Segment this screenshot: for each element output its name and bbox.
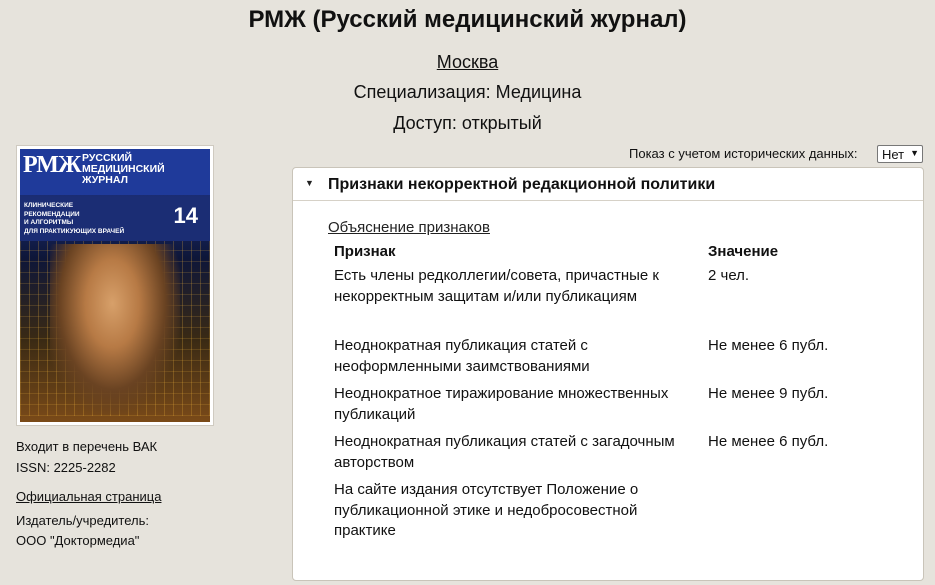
cover-caption-line: И АЛГОРИТМЫ <box>24 219 74 226</box>
cover-name-line: РУССКИЙ <box>82 152 133 164</box>
cover-issue-number: 14 <box>173 203 198 228</box>
column-header-value: Значение <box>708 243 779 260</box>
cover-name-line: МЕДИЦИНСКИЙ <box>82 163 165 175</box>
cover-name-line: ЖУРНАЛ <box>82 174 128 186</box>
vak-status: Входит в перечень ВАК <box>16 439 158 454</box>
cover-image <box>20 149 210 422</box>
table-row-sign: Есть члены редколлегии/совета, причастные к некорректным защитам и/или публикациям <box>334 267 659 305</box>
official-page <box>16 489 161 504</box>
cover-journal-name <box>82 153 165 186</box>
city-link[interactable]: Москва <box>436 52 499 72</box>
journal-cover <box>16 145 214 426</box>
official-page-link[interactable]: Официальная страница <box>16 489 162 504</box>
history-select[interactable] <box>877 145 923 163</box>
cover-caption <box>24 202 124 236</box>
specialization: Специализация: Медицина <box>353 82 582 102</box>
dropdown-caret-icon: ▼ <box>910 148 919 158</box>
table-row-sign: Неоднократное тиражирование множественных публикаций <box>334 385 669 423</box>
explain-link[interactable]: Объяснение признаков <box>328 219 490 236</box>
cover-caption-line: ДЛЯ ПРАКТИКУЮЩИХ ВРАЧЕЙ <box>24 227 125 235</box>
city <box>0 52 935 73</box>
panel-header[interactable] <box>293 168 923 201</box>
issn: ISSN: 2225-2282 <box>16 460 116 475</box>
publisher-label: Издатель/учредитель: <box>16 513 149 528</box>
table-row-value: Не менее 9 публ. <box>708 385 829 402</box>
cover-caption-line: РЕКОМЕНДАЦИИ <box>24 210 80 218</box>
table-row-sign: Неоднократная публикация статей с загадочным авторством <box>334 433 675 471</box>
column-header-sign: Признак <box>334 243 396 260</box>
policy-panel <box>292 167 924 581</box>
publisher-name: ООО "Доктормедиа" <box>16 533 140 548</box>
table-row-value: 2 чел. <box>708 267 750 284</box>
history-select-value: Нет <box>882 147 905 162</box>
table-row-value: Не менее 6 публ. <box>708 337 829 354</box>
table-row-value: Не менее 6 публ. <box>708 433 829 450</box>
cover-logo: РМЖ <box>23 152 81 178</box>
access-type: Доступ: открытый <box>393 113 542 133</box>
cover-portrait <box>50 244 180 414</box>
table-row-sign: На сайте издания отсутствует Положение о публикационной этике и недобросовестной практике <box>334 481 639 539</box>
history-label: Показ с учетом исторических данных: <box>629 146 858 161</box>
page-title: РМЖ (Русский медицинский журнал) <box>248 6 687 33</box>
table-row-sign: Неоднократная публикация статей с неоформленными заимствованиями <box>334 337 590 375</box>
cover-caption-line: КЛИНИЧЕСКИЕ <box>24 202 74 209</box>
collapse-caret-icon[interactable]: ▼ <box>305 178 314 188</box>
panel-title: Признаки некорректной редакционной политики <box>328 176 716 193</box>
